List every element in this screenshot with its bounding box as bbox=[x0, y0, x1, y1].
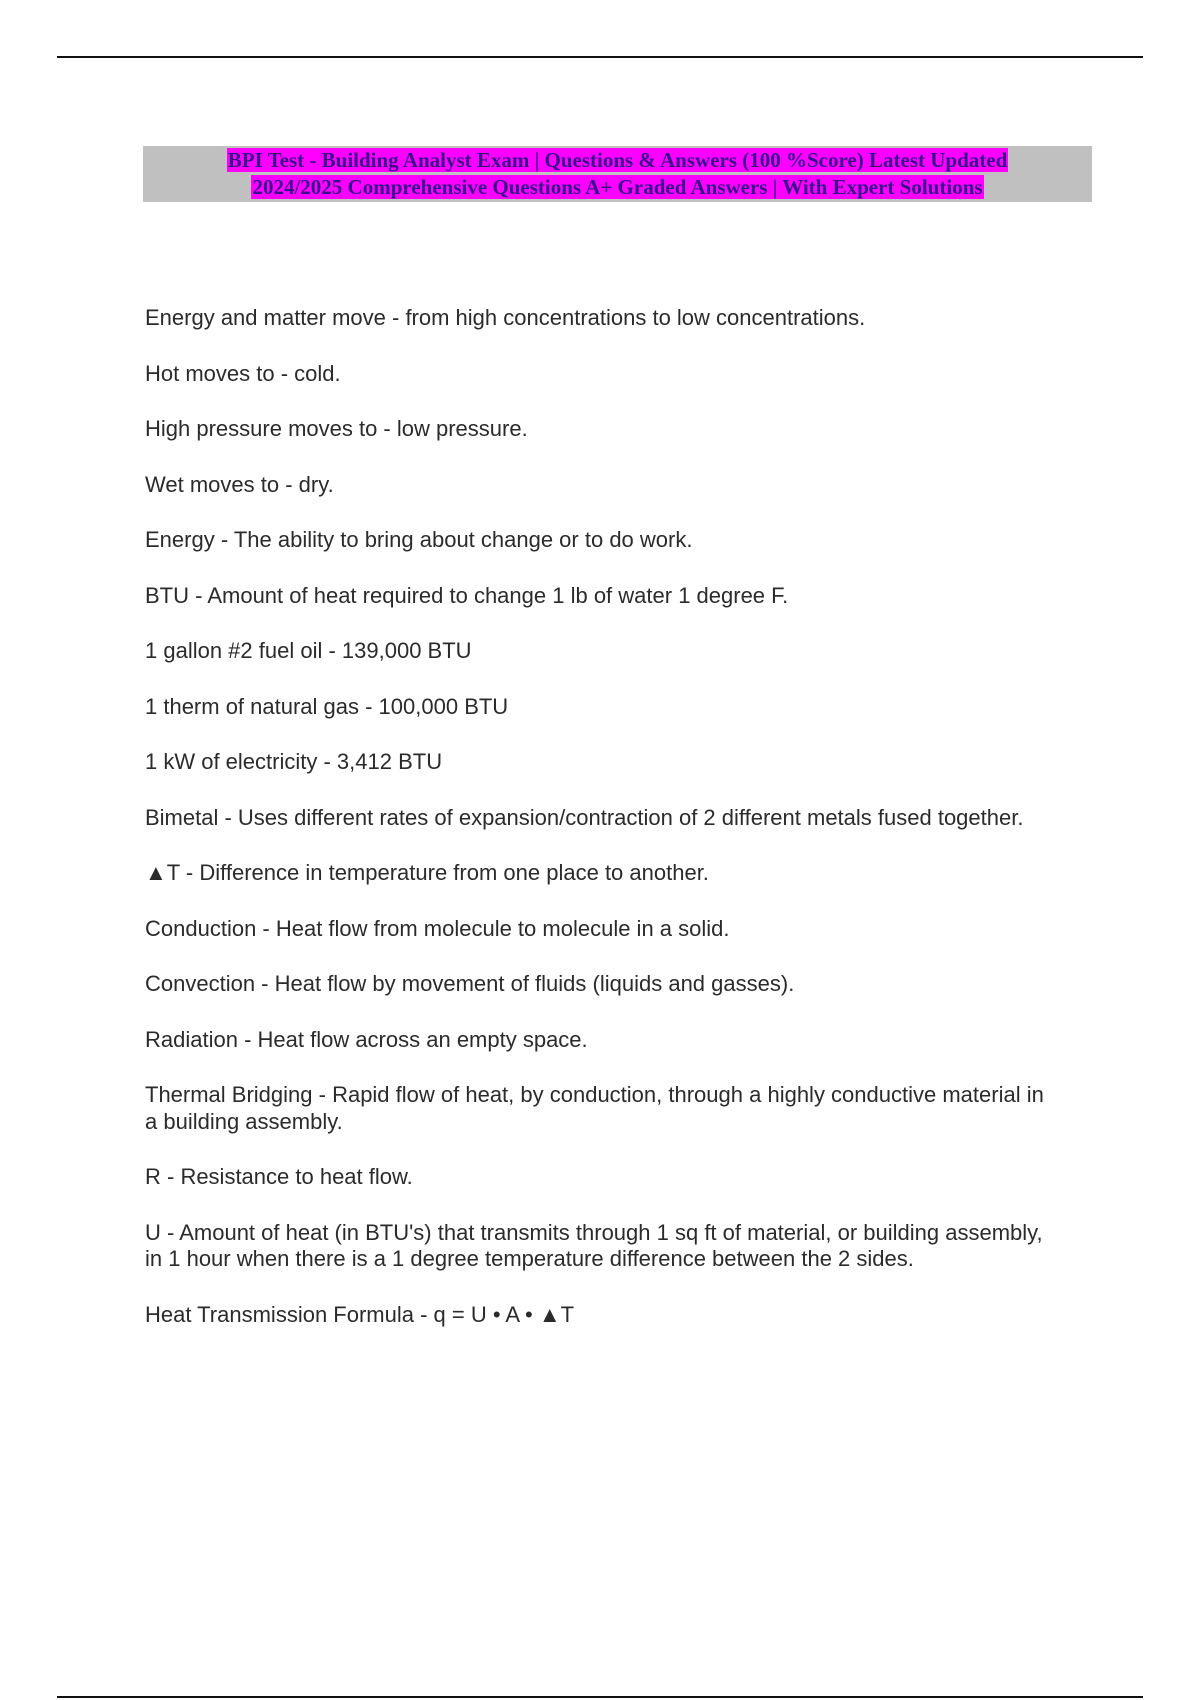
document-title-line-1: BPI Test - Building Analyst Exam | Questions & Answers (100 %Score) Latest Updated bbox=[227, 148, 1008, 172]
qa-item: 1 gallon #2 fuel oil - 139,000 BTU bbox=[145, 638, 472, 663]
qa-item: Conduction - Heat flow from molecule to molecule in a solid. bbox=[145, 915, 730, 941]
qa-item: U - Amount of heat (in BTU's) that transmits through 1 sq ft of material, or building assembly, in 1 hour when there is a 1 degree temperature difference between the 2 sides. bbox=[145, 1219, 1043, 1271]
qa-item: 1 kW of electricity - 3,412 BTU bbox=[145, 749, 443, 774]
qa-item: Convection - Heat flow by movement of fluids (liquids and gasses). bbox=[145, 971, 795, 996]
document-title-banner bbox=[143, 146, 1092, 202]
qa-item: Bimetal - Uses different rates of expansion/contraction of 2 different metals fused together. bbox=[145, 804, 1024, 830]
qa-item: Energy and matter move - from high concentrations to low concentrations. bbox=[145, 305, 866, 330]
document-title-line-2: 2024/2025 Comprehensive Questions A+ Graded Answers | With Expert Solutions bbox=[252, 175, 983, 199]
qa-item: High pressure moves to - low pressure. bbox=[145, 416, 528, 441]
qa-list bbox=[145, 305, 1045, 1357]
top-rule bbox=[57, 56, 1143, 58]
bottom-rule bbox=[57, 1696, 1143, 1698]
qa-item: Radiation - Heat flow across an empty space. bbox=[145, 1026, 588, 1052]
qa-item: BTU - Amount of heat required to change 1 lb of water 1 degree F. bbox=[145, 582, 789, 608]
qa-item: 1 therm of natural gas - 100,000 BTU bbox=[145, 693, 509, 719]
qa-item: Thermal Bridging - Rapid flow of heat, by conduction, through a highly conductive material in a building assembly. bbox=[145, 1082, 1044, 1134]
qa-item: R - Resistance to heat flow. bbox=[145, 1164, 413, 1189]
qa-item: Energy - The ability to bring about change or to do work. bbox=[145, 527, 693, 552]
qa-item: ▲T - Difference in temperature from one place to another. bbox=[145, 860, 709, 885]
qa-item: Hot moves to - cold. bbox=[145, 360, 341, 386]
qa-item: Heat Transmission Formula - q = U • A • ▲T bbox=[145, 1301, 575, 1327]
qa-item: Wet moves to - dry. bbox=[145, 471, 334, 497]
